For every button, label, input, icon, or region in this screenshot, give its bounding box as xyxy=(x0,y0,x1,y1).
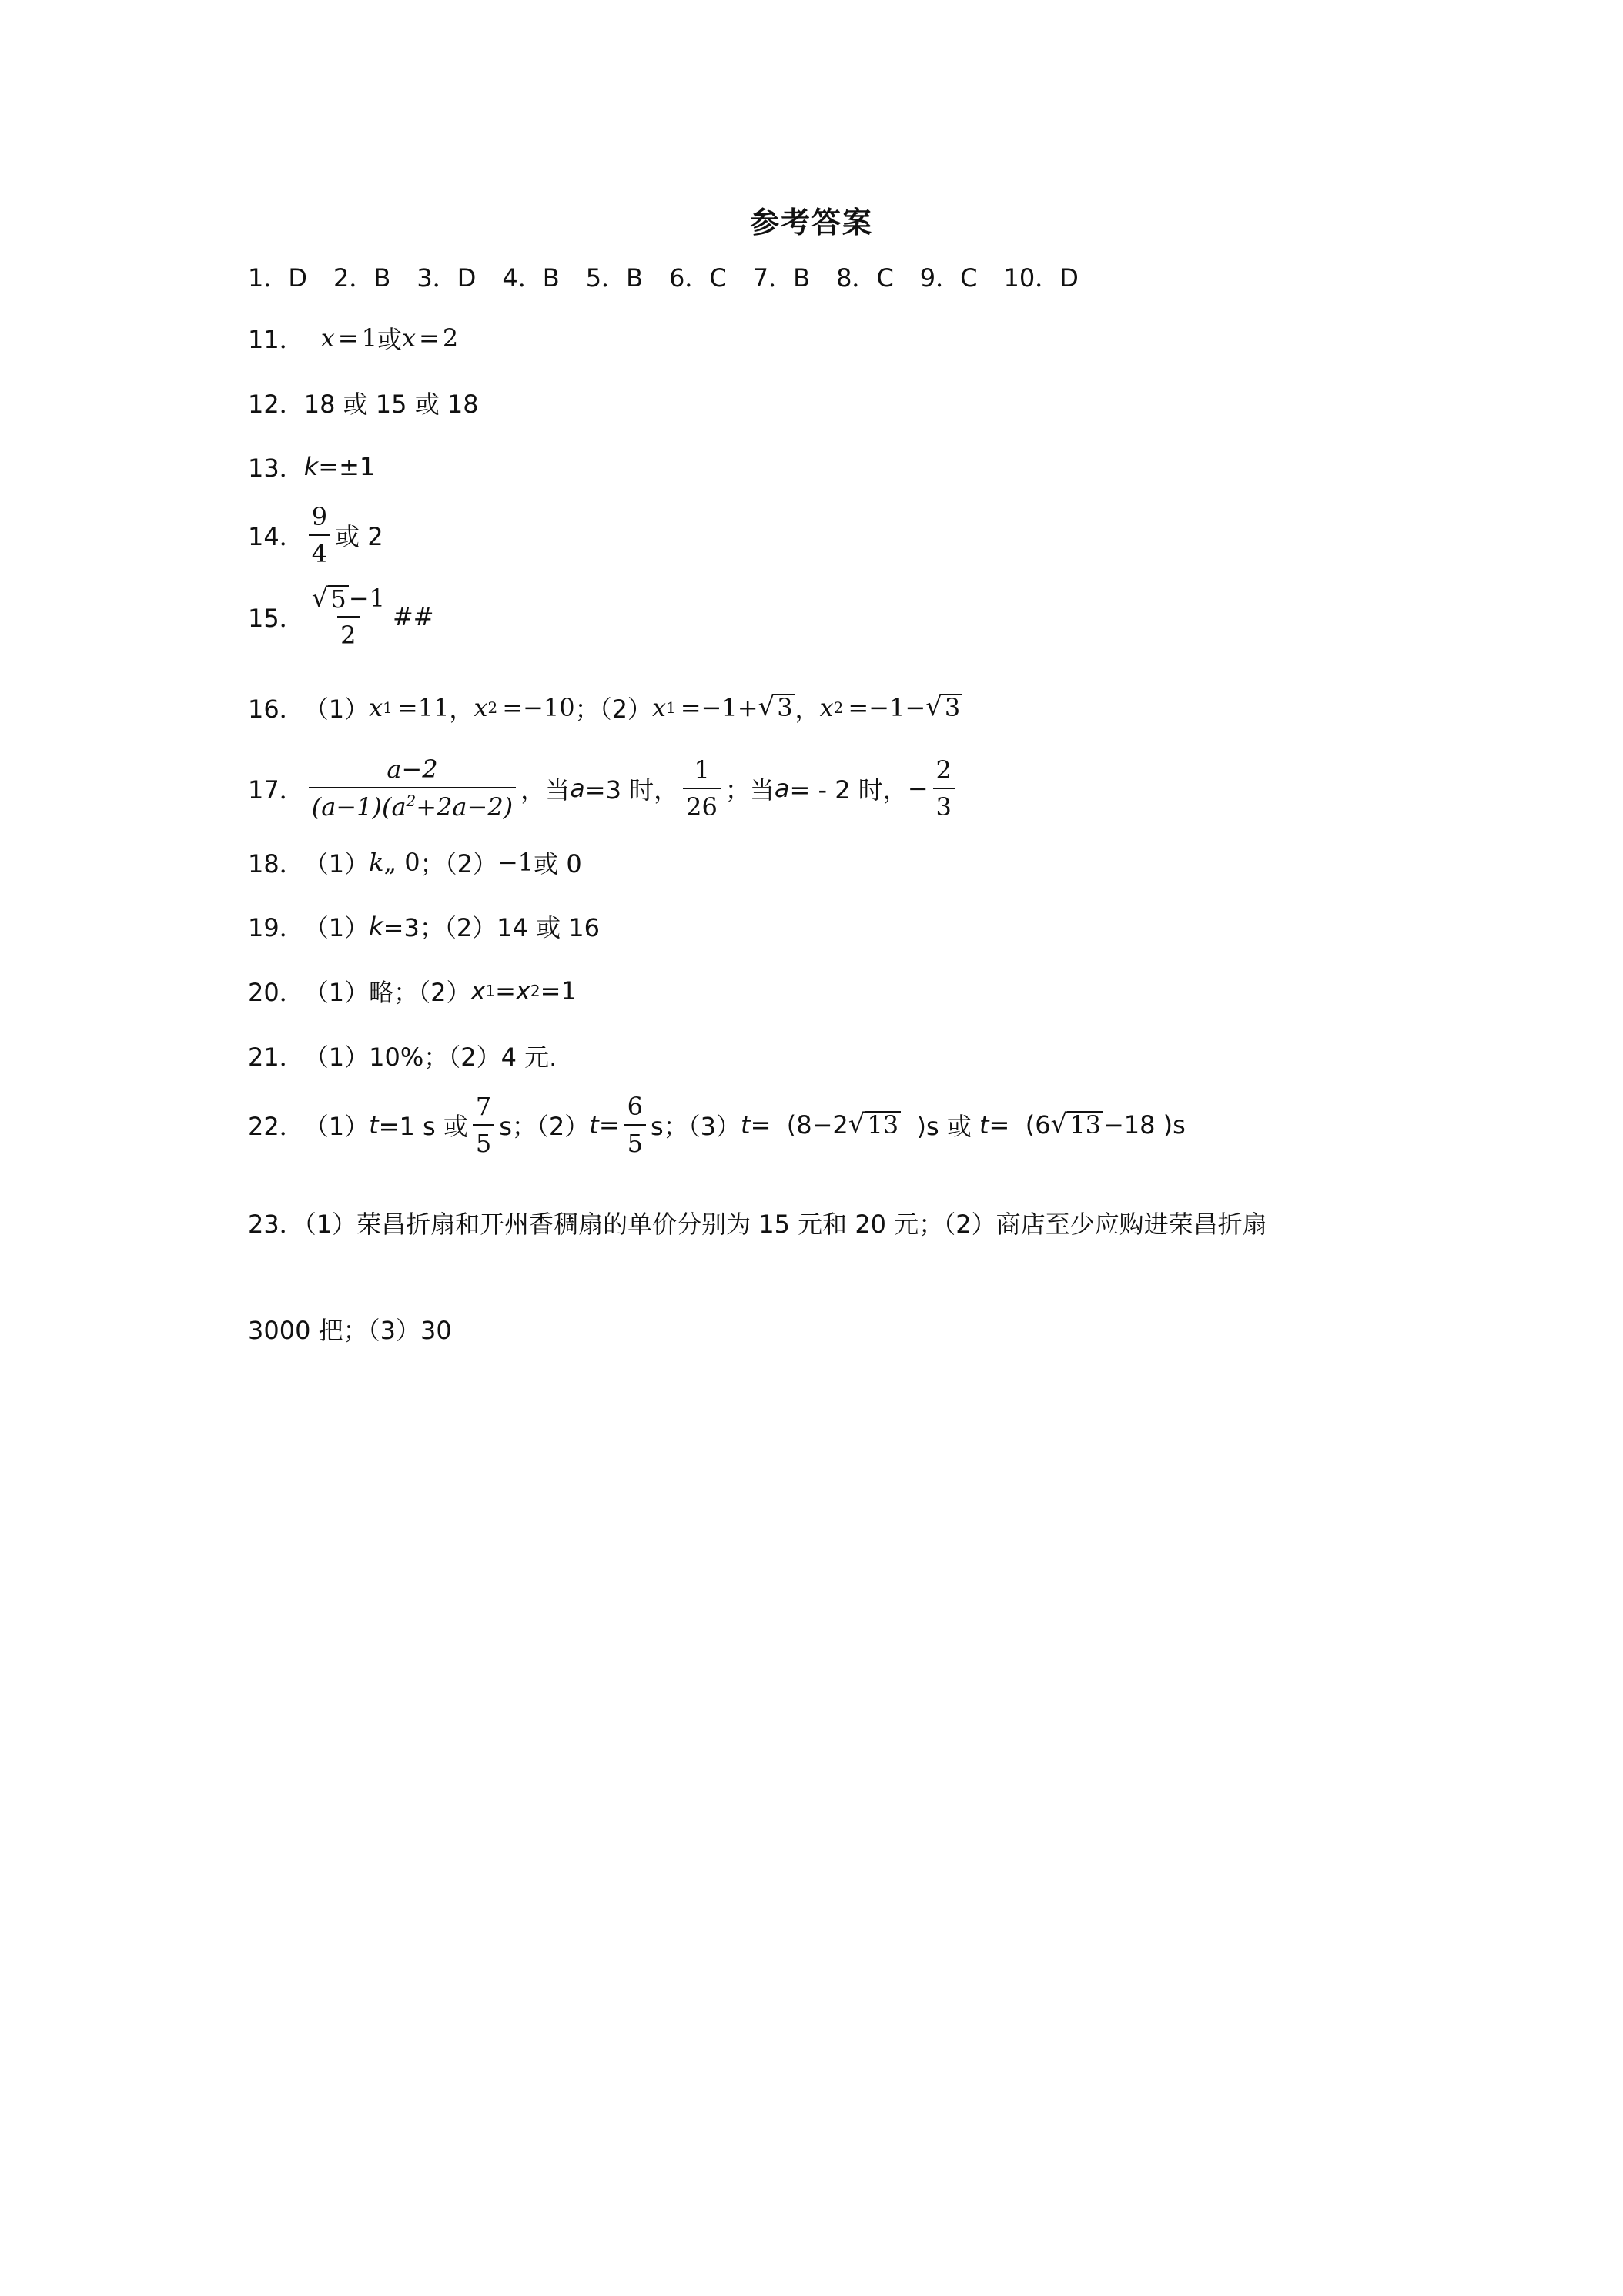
math-variable: x xyxy=(515,976,530,1006)
conjunction-text: 或 xyxy=(376,325,402,354)
subscript: 1 xyxy=(383,698,393,717)
mc-answer: C xyxy=(876,263,894,293)
question-number: 16． xyxy=(248,694,304,724)
math-operator: = xyxy=(598,1110,620,1140)
mc-item xyxy=(586,259,643,294)
math-variable: x xyxy=(320,323,335,353)
square-root: √ 3 xyxy=(925,694,962,721)
part-label: （1） xyxy=(303,694,370,724)
math-term: −1 xyxy=(348,584,385,613)
answer-11 xyxy=(248,320,458,356)
math-variable: x xyxy=(474,693,488,722)
math-variable: k xyxy=(303,452,319,481)
math-operator: = xyxy=(495,976,516,1006)
math-variable: a xyxy=(774,773,790,803)
answer-text: = (6 xyxy=(989,1110,1051,1140)
mc-item xyxy=(920,259,978,294)
math-operator: − xyxy=(907,773,929,803)
answer-text: ，当 xyxy=(520,775,571,805)
answer-text: s；（2） xyxy=(499,1112,590,1141)
answer-14 xyxy=(248,502,383,568)
fraction-denominator: 5 xyxy=(624,1124,646,1158)
math-value: 1 xyxy=(361,323,377,353)
fraction xyxy=(933,755,955,822)
answer-21 xyxy=(248,1038,557,1073)
mc-item xyxy=(753,259,810,294)
math-expression: =−1− xyxy=(848,693,926,722)
answer-19 xyxy=(248,909,600,944)
math-expression: „ 0 xyxy=(383,848,420,877)
answer-text: =1 s 或 xyxy=(378,1112,468,1141)
subscript: 2 xyxy=(487,698,498,717)
math-variable: a xyxy=(570,773,585,803)
answer-text: （1）略；（2） xyxy=(303,978,471,1007)
math-variable: x xyxy=(470,976,486,1006)
answer-text: 或 0 xyxy=(534,849,582,879)
question-number: 19． xyxy=(248,913,304,942)
square-root: √ 5 xyxy=(312,585,349,613)
math-expression: =−1+ xyxy=(680,693,758,722)
answer-20 xyxy=(248,973,577,1009)
math-variable: k xyxy=(369,912,383,941)
page-title: 参考答案 xyxy=(749,206,873,239)
answer-16 xyxy=(248,690,962,725)
mc-answer: C xyxy=(709,263,727,293)
subscript: 1 xyxy=(665,698,676,717)
question-number: 12． xyxy=(248,390,304,419)
question-number: 22． xyxy=(248,1112,304,1141)
superscript: 2 xyxy=(406,792,417,810)
mc-item xyxy=(836,259,894,294)
fraction xyxy=(309,502,330,568)
question-number: 20． xyxy=(248,978,304,1007)
answer-text: = - 2 时， xyxy=(789,775,908,805)
mc-number: 8． xyxy=(836,263,877,293)
mc-answer: B xyxy=(626,263,644,293)
fraction-denominator: 3 xyxy=(933,788,955,822)
mc-answer: D xyxy=(457,263,477,293)
answer-15 xyxy=(248,584,434,650)
answer-13 xyxy=(248,449,375,484)
mc-item xyxy=(417,259,476,294)
radicand: 3 xyxy=(942,694,962,721)
answer-23-line-2 xyxy=(248,1311,452,1347)
question-number: 13． xyxy=(248,454,304,483)
answer-text: =3；（2）14 或 16 xyxy=(383,913,600,942)
part-label: （1） xyxy=(303,913,370,942)
answer-text: 23．（1）荣昌折扇和开州香稠扇的单价分别为 15 元和 20 元；（2）商店至少应购进荣昌折扇 xyxy=(248,1210,1267,1239)
radicand: 5 xyxy=(328,585,348,613)
answer-text: = (8−2 xyxy=(750,1110,848,1140)
question-number: 21． xyxy=(248,1043,304,1072)
answer-text: s；（3） xyxy=(650,1112,741,1141)
mc-number: 9． xyxy=(919,263,961,293)
radicand: 13 xyxy=(1067,1111,1103,1139)
square-root: √ 3 xyxy=(758,694,795,721)
answer-text: )s 或 xyxy=(901,1112,979,1141)
fraction xyxy=(683,755,721,822)
part-label: （1） xyxy=(303,1112,370,1141)
mc-answer: B xyxy=(542,263,560,293)
multiple-choice-answers xyxy=(248,259,1105,294)
fraction xyxy=(309,584,388,650)
mc-number: 6． xyxy=(669,263,710,293)
math-expression: =−10 xyxy=(502,693,575,722)
mc-answer: D xyxy=(288,263,308,293)
radicand: 3 xyxy=(775,694,795,721)
math-variable: t xyxy=(369,1110,379,1140)
part-label: （1） xyxy=(303,849,370,879)
mc-answer: B xyxy=(373,263,391,293)
mc-answer: B xyxy=(793,263,811,293)
fraction-numerator: 7 xyxy=(475,1092,492,1121)
mc-item xyxy=(333,259,390,294)
answer-text: =±1 xyxy=(318,452,376,481)
mc-number: 4． xyxy=(502,263,543,293)
comma: ， xyxy=(449,694,474,724)
answer-text: ## xyxy=(392,602,434,631)
math-variable: x xyxy=(369,693,383,722)
mc-number: 1． xyxy=(248,263,289,293)
fraction-denominator: 4 xyxy=(309,534,330,568)
square-root: √ 13 xyxy=(848,1111,901,1139)
radicand: 13 xyxy=(865,1111,901,1139)
separator: ；（2） xyxy=(574,694,652,724)
square-root: √ 13 xyxy=(1051,1111,1103,1139)
math-value: −1 xyxy=(497,848,534,877)
mc-number: 2． xyxy=(333,263,374,293)
question-number: 15． xyxy=(248,604,304,633)
math-variable: x xyxy=(819,693,834,722)
question-number: 18． xyxy=(248,849,304,879)
answer-text: −18 )s xyxy=(1103,1110,1186,1140)
subscript: 2 xyxy=(833,698,844,717)
math-variable: x xyxy=(651,693,666,722)
subscript: 1 xyxy=(485,982,496,1000)
math-variable: x xyxy=(401,323,417,353)
answer-text: 或 2 xyxy=(335,522,383,551)
answer-text: ；当 xyxy=(724,775,775,805)
answer-text: =3 时， xyxy=(584,775,679,805)
fraction-numerator: a−2 xyxy=(387,755,438,784)
fraction xyxy=(624,1092,646,1158)
fraction-numerator: 6 xyxy=(627,1092,643,1121)
comma: ， xyxy=(795,694,820,724)
math-variable: k xyxy=(369,848,384,877)
fraction-numerator xyxy=(309,584,388,616)
fraction-numerator: 2 xyxy=(935,755,952,785)
fraction-numerator: 1 xyxy=(694,755,710,785)
answer-text: =1 xyxy=(540,976,577,1006)
mc-number: 5． xyxy=(585,263,627,293)
mc-item xyxy=(502,259,559,294)
answer-text: 18 或 15 或 18 xyxy=(303,390,479,419)
mc-answer: D xyxy=(1059,263,1079,293)
answer-23-line-1 xyxy=(248,1205,1267,1240)
fraction xyxy=(473,1092,494,1158)
mc-answer: C xyxy=(960,263,978,293)
fraction-denominator: 5 xyxy=(473,1124,494,1158)
fraction-denominator: 2 xyxy=(337,616,359,650)
question-number: 17． xyxy=(248,775,304,805)
answer-text: 3000 把；（3）30 xyxy=(248,1316,452,1345)
mc-number: 3． xyxy=(417,263,457,293)
mc-item xyxy=(1004,259,1079,294)
mc-item xyxy=(669,259,727,294)
answer-18 xyxy=(248,845,582,880)
math-variable: t xyxy=(979,1110,989,1140)
fraction xyxy=(309,755,516,822)
answer-17 xyxy=(248,755,959,822)
mc-item xyxy=(248,259,307,294)
fraction-denominator xyxy=(309,787,516,822)
mc-number: 7． xyxy=(752,263,794,293)
math-value: 2 xyxy=(442,323,459,353)
answer-22 xyxy=(248,1092,1186,1158)
subscript: 2 xyxy=(530,982,540,1000)
math-term: +2a−2) xyxy=(416,792,514,822)
answer-12 xyxy=(248,385,479,420)
question-number: 11． xyxy=(248,325,304,354)
fraction-denominator: 26 xyxy=(683,788,721,822)
fraction-numerator: 9 xyxy=(311,502,328,531)
math-term: (a−1)(a xyxy=(311,792,407,822)
math-expression: =11 xyxy=(397,693,450,722)
math-variable: t xyxy=(589,1110,599,1140)
mc-number: 10． xyxy=(1003,263,1060,293)
math-variable: t xyxy=(741,1110,751,1140)
math-operator: = xyxy=(337,323,359,353)
math-operator: = xyxy=(419,323,440,353)
answer-text: （1）10%；（2）4 元. xyxy=(303,1043,557,1072)
separator: ；（2） xyxy=(420,849,497,879)
question-number: 14． xyxy=(248,522,304,551)
